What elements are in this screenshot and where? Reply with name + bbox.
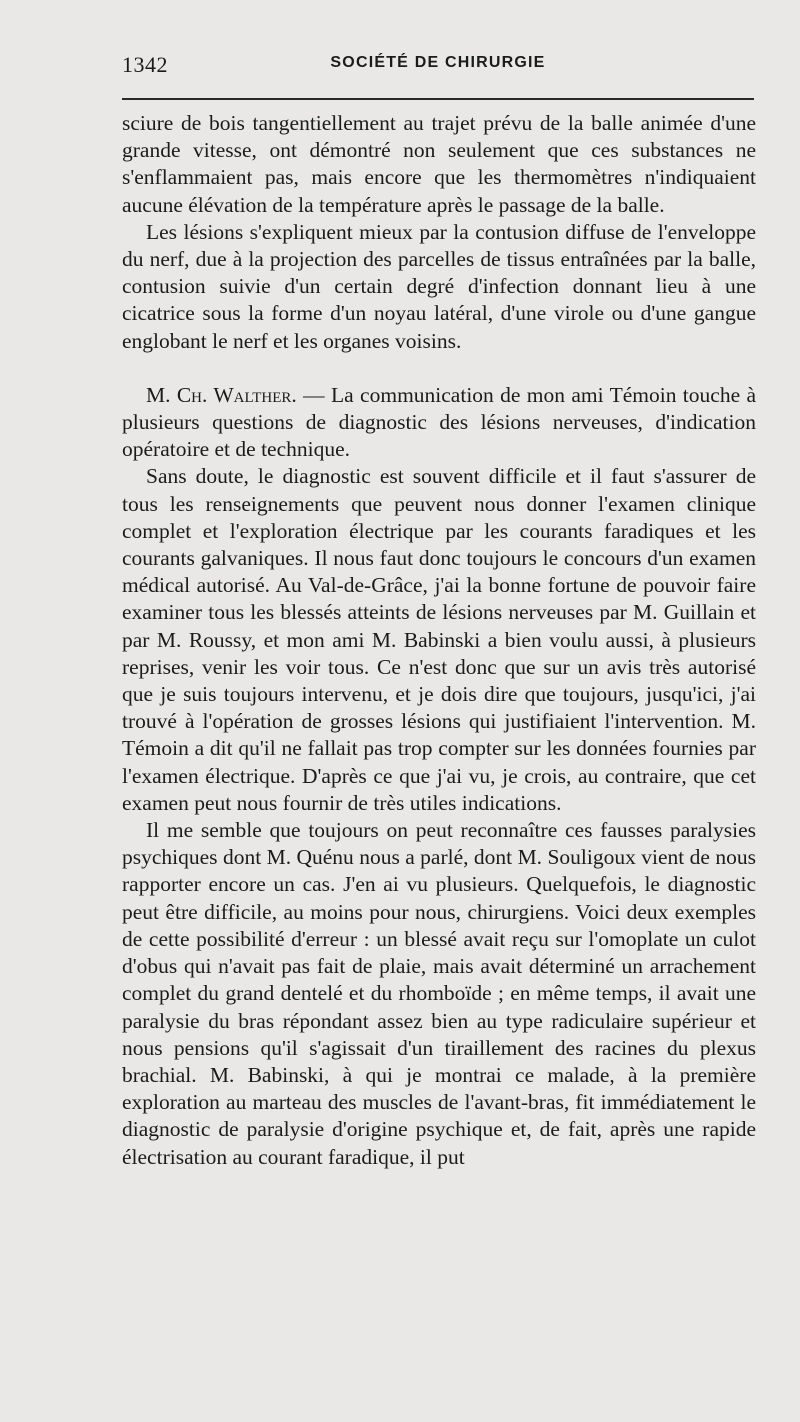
paragraph-diagnostic: Sans doute, le diagnostic est souvent difficile et il faut s'assurer de tous les renseignements que peuvent nous donner l'examen clinique complet et l'exploration électrique par les courants faradiques et les courants galvaniques. Il nous faut donc toujours le concours d'un examen médical autorisé. Au Val-de-Grâce, j'ai la bonne fortune de pouvoir faire examiner tous les blessés atteints de lésions nerveuses par M. Guillain et par M. Roussy, et mon ami M. Babinski a bien voulu aussi, à plusieurs reprises, venir les voir tous. Ce n'est donc que sur un avis très autorisé que je suis toujours intervenu, et je dois dire que toujours, jusqu'ici, j'ai trouvé à l'opération de grosses lésions qui justifiaient l'intervention. M. Témoin a dit qu'il ne fallait pas trop compter sur les données fournies par l'examen électrique. D'après ce que j'ai vu, je crois, au contraire, que cet examen peut nous fournir de très utiles indications. (122, 464, 756, 815)
page-header (122, 52, 754, 82)
paragraph-continuation: sciure de bois tangentiellement au trajet prévu de la balle animée d'une grande vitesse, ont démontré non seulement que ces substances ne s'enflammaient pas, mais encore que les thermomètres n'indiquaient aucune élévation de la température après le passage de la balle. (122, 111, 756, 217)
paragraph-walther-intro (122, 382, 756, 464)
paragraph-lesions: Les lésions s'expliquent mieux par la contusion diffuse de l'enveloppe du nerf, due à la projection des parcelles de tissus entraînées par la balle, contusion suivie d'un certain degré d'infection donnant lieu à une cicatrice sous la forme d'un noyau latéral, d'une virole ou d'une gangue englobant le nerf et les organes voisins. (122, 219, 756, 353)
speaker-name: M. Ch. Walther. (146, 382, 297, 407)
paragraph-paralysies: Il me semble que toujours on peut reconnaître ces fausses paralysies psychiques dont M. Quénu nous a parlé, dont M. Souligoux vient de nous rapporter encore un cas. J'en ai vu plusieurs. Quelquefois, le diagnostic peut être difficile, au moins pour nous, chirurgiens. Voici deux exemples de cette possibilité d'erreur : un blessé avait reçu sur l'omoplate un culot d'obus qui n'avait pas fait de plaie, mais avait déterminé un arrachement complet du grand dentelé et du rhomboïde ; en même temps, il avait une paralysie du bras répondant assez bien au type radiculaire supérieur et nous pensions qu'il s'agissait d'un tiraillement des racines du plexus brachial. M. Babinski, à qui je montrai ce malade, à la première exploration au marteau des muscles de l'avant-bras, fit immédiatement le diagnostic de paralysie d'origine psychique et, de fait, après une rapide électrisation au courant faradique, il put (122, 818, 756, 1169)
paragraph-walther-text: — La communication de mon ami Témoin touche à plusieurs questions de diagnostic des lésions nerveuses, d'indication opératoire et de technique. (122, 382, 757, 462)
paragraph-spacer (122, 355, 756, 382)
header-rule (122, 98, 754, 100)
running-title: SOCIÉTÉ DE CHIRURGIE (330, 54, 546, 71)
body-text (122, 110, 756, 1171)
page-number: 1342 (122, 52, 168, 77)
